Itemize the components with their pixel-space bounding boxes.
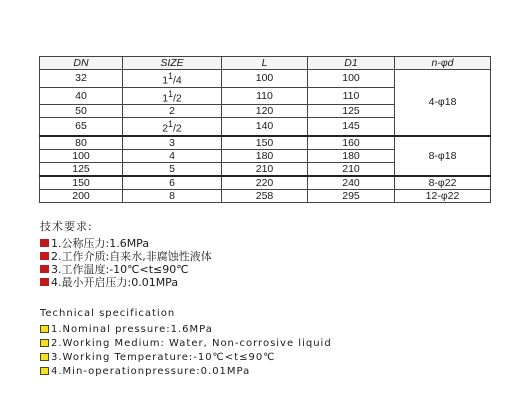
cell-d1: 210 [308,162,395,176]
cn-spec-text: 3.工作温度:-10℃<t≤90℃ [51,262,189,276]
cn-spec-block [40,218,212,288]
header-d1: D1 [308,57,395,70]
cell-l: 220 [222,176,308,190]
cn-spec-title: 技术要求: [40,220,93,233]
size-den: 2 [175,92,182,104]
cell-size [123,118,222,136]
yellow-square-bullet-icon [40,367,49,375]
size-whole: 1 [162,74,169,87]
header-size: SIZE [123,57,222,70]
cell-l: 140 [222,118,308,136]
cell-l: 120 [222,105,308,118]
cn-spec-item [40,275,212,288]
cell-l: 210 [222,162,308,176]
en-spec-block [40,308,332,378]
cell-size: 8 [123,189,222,202]
cell-size: 6 [123,176,222,190]
cell-d1: 295 [308,189,395,202]
cell-l: 180 [222,149,308,162]
cell-size: 5 [123,162,222,176]
cell-dn: 40 [40,87,123,105]
size-slash: / [172,122,176,135]
red-square-bullet-icon [40,239,49,247]
cell-d1: 110 [308,87,395,105]
size-whole: 1 [162,92,169,104]
en-spec-item [40,364,332,378]
yellow-square-bullet-icon [40,325,49,333]
red-square-bullet-icon [40,252,49,260]
cell-dn: 150 [40,176,123,190]
en-spec-item [40,322,332,336]
cell-dn: 200 [40,189,123,202]
spec-table [39,56,491,203]
header-l: L [222,57,308,70]
en-spec-item [40,350,332,364]
cn-spec-text: 1.公称压力:1.6MPa [51,236,150,250]
cell-nphi: 8-φ18 [395,136,491,176]
en-spec-text: 3.Working Temperature:-10℃<t≤90℃ [51,351,276,363]
table-row [40,70,491,88]
yellow-square-bullet-icon [40,339,49,347]
table-header-row [40,57,491,70]
cell-dn: 32 [40,70,123,88]
size-num: 1 [168,88,173,99]
cell-size [123,70,222,88]
cell-dn: 100 [40,149,123,162]
cell-size: 2 [123,105,222,118]
en-spec-title: Technical specification [40,308,176,319]
header-dn: DN [40,57,123,70]
cell-dn: 50 [40,105,123,118]
size-den: 2 [175,122,182,135]
red-square-bullet-icon [40,278,49,286]
cell-size: 3 [123,136,222,150]
cell-nphi: 4-φ18 [395,70,491,136]
cell-d1: 145 [308,118,395,136]
en-spec-text: 4.Min-operationpressure:0.01MPa [51,365,251,377]
en-spec-text: 1.Nominal pressure:1.6MPa [51,323,213,335]
cell-l: 100 [222,70,308,88]
cn-spec-text: 2.工作介质:自来水,非腐蚀性液体 [51,249,212,263]
size-slash: / [172,74,176,87]
en-spec-item [40,336,332,350]
size-whole: 2 [162,122,169,135]
cn-spec-text: 4.最小开启压力:0.01MPa [51,275,179,289]
cell-d1: 240 [308,176,395,190]
cell-l: 110 [222,87,308,105]
size-num: 1 [168,71,173,81]
cell-dn: 65 [40,118,123,136]
cell-size [123,87,222,105]
size-num: 1 [168,119,173,129]
cell-d1: 180 [308,149,395,162]
cell-nphi: 12-φ22 [395,189,491,202]
table-row [40,176,491,190]
cell-dn: 80 [40,136,123,150]
cell-size: 4 [123,149,222,162]
red-square-bullet-icon [40,265,49,273]
cell-l: 150 [222,136,308,150]
size-den: 4 [175,74,182,87]
header-nphi: n-φd [395,57,491,70]
size-slash: / [172,92,176,104]
yellow-square-bullet-icon [40,353,49,361]
cell-nphi: 8-φ22 [395,176,491,190]
cell-dn: 125 [40,162,123,176]
en-spec-text: 2.Working Medium: Water, Non-corrosive liquid [51,337,332,349]
cell-d1: 100 [308,70,395,88]
cell-d1: 160 [308,136,395,150]
cell-l: 258 [222,189,308,202]
table-row [40,136,491,150]
table-row [40,189,491,202]
cell-d1: 125 [308,105,395,118]
